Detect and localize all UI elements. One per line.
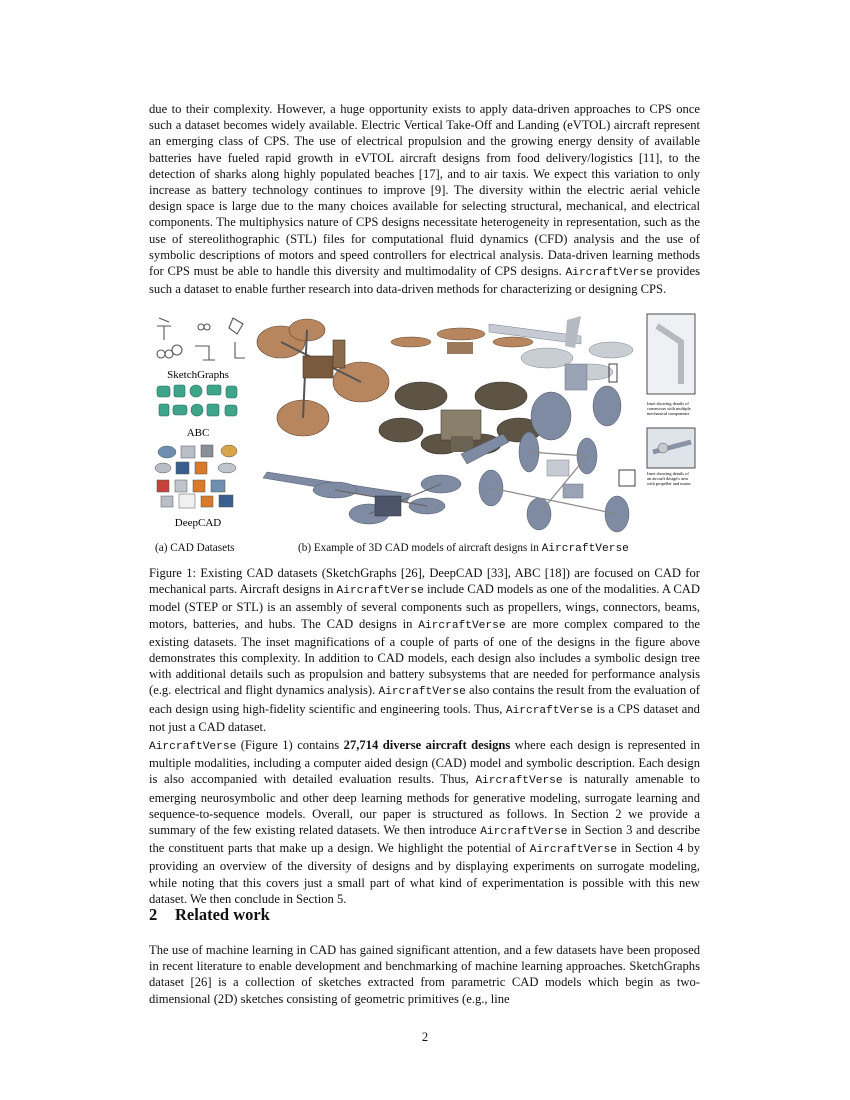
inset-note-2-line-2: an aircraft design's arm <box>647 476 688 481</box>
dataset-name: AircraftVerse <box>565 267 653 280</box>
section-number: 2 <box>149 905 158 924</box>
sketchgraphs-sketches <box>157 318 245 360</box>
emphasis: 27,714 diverse aircraft designs <box>343 738 511 752</box>
text-run: is naturally amenable to emerging neurosymbolic and other deep learning methods for generative modeling, surrogate learning and sequence-to-sequence models. Overall, our paper is structured as follows. In Section 2 we provide a summary of the few existing related datasets. We then introduce <box>149 772 700 838</box>
label-sketchgraphs: SketchGraphs <box>167 369 229 381</box>
dataset-name: AircraftVerse <box>475 775 563 788</box>
figure-1 <box>149 312 701 540</box>
text-run: (Figure 1) contains <box>236 738 344 752</box>
dataset-name: AircraftVerse <box>505 704 594 717</box>
abc-models <box>157 385 237 416</box>
label-deepcad: DeepCAD <box>174 517 222 529</box>
inset-propeller-arm <box>647 428 695 486</box>
text-run: where each design is represented in multiple modalities, including a computer aided design (CAD) model and symbolic description. Each design is also accompanied with detailed evaluation results. Thus, <box>149 738 700 787</box>
text-run: Figure 1: Existing CAD datasets (SketchGraphs [26], DeepCAD [33], ABC [18]) are focused on CAD for mechanical parts. Aircraft designs in <box>149 566 700 597</box>
dataset-name: AircraftVerse <box>378 686 466 699</box>
inset-note-1-line-1: Inset showing details of <box>647 401 689 406</box>
inset-note-2-line-1: Inset showing details of <box>647 471 689 476</box>
label-abc: ABC <box>186 427 210 439</box>
subcaption-b <box>298 541 629 556</box>
text-run: in Section 4 by providing an overview of the diversity of designs and by displaying experiments on surrogate modeling, while noting that this covers just a small part of what kind of experimentation is possible with this new dataset. We then conclude in Section 5. <box>149 841 700 906</box>
deepcad-models <box>155 445 237 508</box>
dataset-name: AircraftVerse <box>418 619 506 632</box>
panel-b-aircraft-designs <box>251 312 701 540</box>
page-number: 2 <box>421 1030 429 1044</box>
dataset-name: AircraftVerse <box>480 826 568 839</box>
text-run: provides such a dataset to enable further research into data-driven methods for characterizing or designing CPS. <box>149 264 700 297</box>
panel-a-cad-datasets <box>149 312 247 540</box>
paragraph-related-work <box>149 942 700 1007</box>
inset-note-2-line-3: with propeller and motor. <box>647 481 692 486</box>
inset-connectors <box>647 314 695 416</box>
dataset-name: AircraftVerse <box>336 585 424 598</box>
text-run: also contains the result from the evaluation of each design using high-fidelity scientific and engineering tools. Thus, <box>149 683 700 716</box>
subcaption-a: (a) CAD Datasets <box>155 542 235 554</box>
text-run: (b) Example of 3D CAD models of aircraft designs in <box>298 542 542 554</box>
paragraph-intro <box>149 101 700 297</box>
paragraph-overview <box>149 737 700 907</box>
figure-1-caption <box>149 565 700 735</box>
aircraft-design-grey-octo <box>479 432 635 532</box>
section-heading <box>149 905 270 925</box>
dataset-name: AircraftVerse <box>149 741 237 753</box>
dataset-name: AircraftVerse <box>529 844 618 857</box>
text-run: are more complex compared to the existing datasets. The inset magnifications of a couple of parts of one of the designs in the figure above demonstrates this complexity. In addition to CAD models, each design also includes a symbolic design tree with additional details such as propulsion and battery subsystems that are needed for performance analysis (e.g. electrical and flight dynamics analysis). <box>149 616 700 698</box>
aircraft-design-dark-hex <box>379 328 541 454</box>
dataset-name: AircraftVerse <box>541 543 629 555</box>
text-run: is a CPS dataset and not just a CAD dataset. <box>149 701 700 734</box>
text-run: The use of machine learning in CAD has gained significant attention, and a few datasets have been proposed in recent literature to enable development and benchmarking of machine learning approaches. SketchGraphs dataset [26] is a collection of sketches extracted from parametric CAD models which begin as two-dimensional (2D) sketches consisting of geometric primitives (e.g., line <box>149 943 700 1006</box>
text-run: in Section 3 and describe the constituent parts that make up a design. We highlight the potential of <box>149 823 700 856</box>
text-run: due to their complexity. However, a huge opportunity exists to apply data-driven approaches to CPS once such a dataset becomes widely available. Electric Vertical Take-Off and Landing (eVTOL) aircraft represent an emerging class of CPS. The use of electrical propulsion and the growing energy density of available batteries have fueled rapid growth in eVTOL aircraft designs from food delivery/logistics [11], to the detection of sharks along highly populated beaches [17], and to air taxis. We expect this variation to only increase as battery technology continues to improve [9]. The diversity within the electric aerial vehicle design space is large due to the many choices available for selecting structural, mechanical, and electrical components. The multiphysics nature of CPS designs necessitate heterogeneity in representation, such as the use of stereolithographic (STL) files for computational fluid dynamics (CFD) analysis and the use of symbolic descriptions of motors and speed controllers for electrical analysis. Data-driven learning methods for CPS must be able to handle this diversity and multimodality of CPS designs. <box>149 102 700 279</box>
inset-note-1-line-3: mechanical components <box>647 411 690 416</box>
aircraft-design-tan-quad <box>257 319 389 436</box>
inset-note-1-line-2: connectors with multiple <box>647 406 691 411</box>
text-run: include CAD models as one of the modalities. A CAD model (STEP or STL) is an assembly of several components such as propellers, wings, connectors, beams, motors, batteries, and hubs. The CAD designs in <box>149 582 700 631</box>
section-title: Related work <box>175 905 270 924</box>
